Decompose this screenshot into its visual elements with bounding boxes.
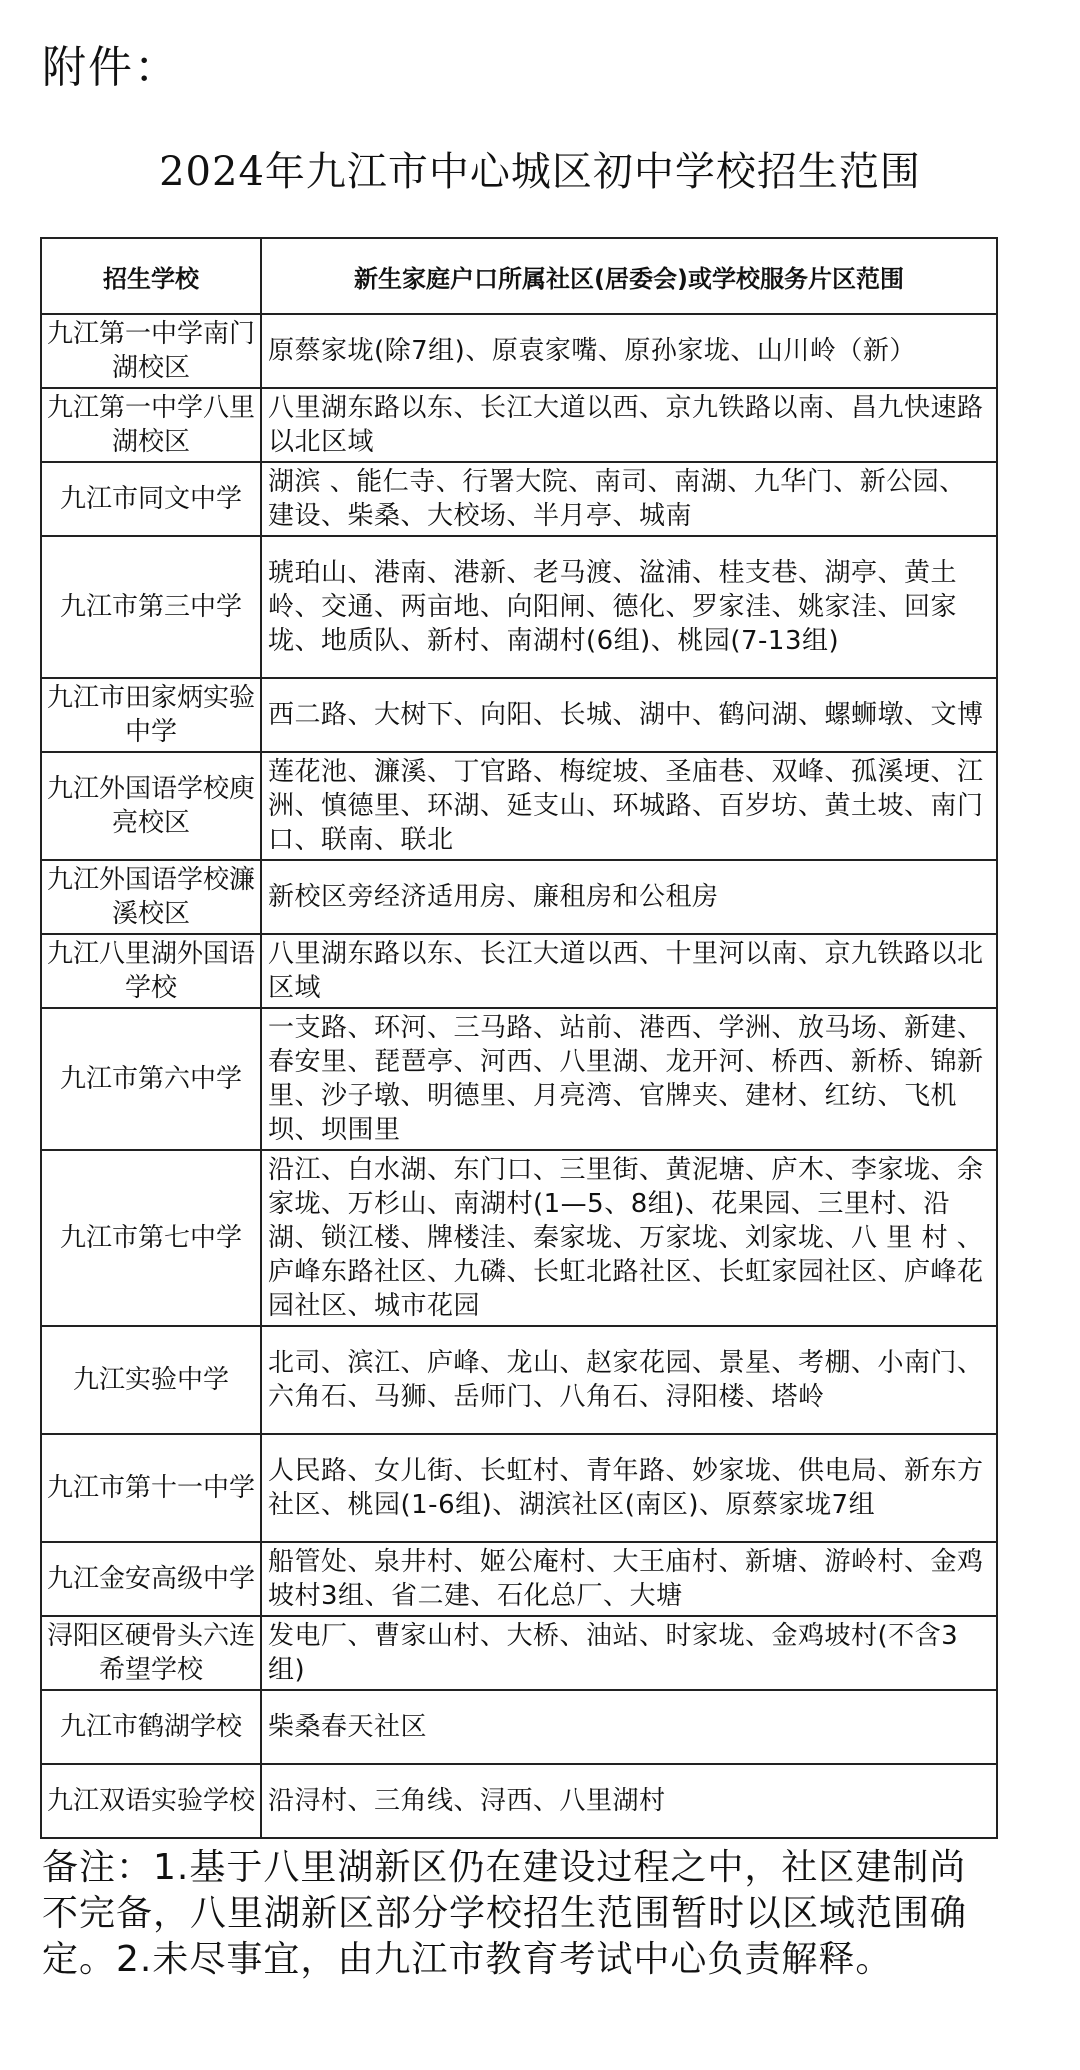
school-cell: 九江市第三中学 [41,536,261,678]
area-cell: 沿浔村、三角线、浔西、八里湖村 [261,1764,997,1838]
table-row [41,678,997,752]
area-cell: 湖滨 、能仁寺、行署大院、南司、南湖、九华门、新公园、建设、柴桑、大校场、半月亭、城南 [261,462,997,536]
school-cell: 九江金安高级中学 [41,1542,261,1616]
school-cell: 九江第一中学南门湖校区 [41,314,261,388]
table-row [41,1690,997,1764]
column-header-area: 新生家庭户口所属社区(居委会)或学校服务片区范围 [261,238,997,314]
table-row [41,1434,997,1542]
school-cell: 九江市鹤湖学校 [41,1690,261,1764]
area-cell: 八里湖东路以东、长江大道以西、十里河以南、京九铁路以北区域 [261,934,997,1008]
school-cell: 九江八里湖外国语学校 [41,934,261,1008]
table-row [41,462,997,536]
footnote: 备注：1.基于八里湖新区仍在建设过程之中，社区建制尚不完备，八里湖新区部分学校招生范围暂时以区域范围确定。2.未尽事宜，由九江市教育考试中心负责解释。 [42,1847,968,1980]
school-cell: 九江外国语学校庾亮校区 [41,752,261,860]
table-header-row [41,238,997,314]
table-row [41,1326,997,1434]
area-cell: 西二路、大树下、向阳、长城、湖中、鹤问湖、螺蛳墩、文博 [261,678,997,752]
area-cell: 琥珀山、港南、港新、老马渡、湓浦、桂支巷、湖亭、黄土岭、交通、两亩地、向阳闸、德化、罗家洼、姚家洼、回家垅、地质队、新村、南湖村(6组)、桃园(7-13组) [261,536,997,678]
column-header-school: 招生学校 [41,238,261,314]
school-cell: 九江外国语学校濂溪校区 [41,860,261,934]
table-row [41,314,997,388]
table-row [41,1764,997,1838]
table-row [41,1542,997,1616]
school-cell: 九江市同文中学 [41,462,261,536]
area-cell: 沿江、白水湖、东门口、三里街、黄泥塘、庐木、李家垅、余家垅、万杉山、南湖村(1—5、8组)、花果园、三里村、沿湖、锁江楼、牌楼洼、秦家垅、万家垅、刘家垅、八 里 村 、庐峰东路社区、九磷、长虹北路社区、长虹家园社区、庐峰花园社区、城市花园 [261,1150,997,1326]
area-cell: 莲花池、濂溪、丁官路、梅绽坡、圣庙巷、双峰、孤溪埂、江洲、慎德里、环湖、延支山、环城路、百岁坊、黄土坡、南门口、联南、联北 [261,752,997,860]
area-cell: 八里湖东路以东、长江大道以西、京九铁路以南、昌九快速路以北区域 [261,388,997,462]
school-cell: 九江第一中学八里湖校区 [41,388,261,462]
table-row [41,934,997,1008]
school-cell: 九江市田家炳实验中学 [41,678,261,752]
school-cell: 九江双语实验学校 [41,1764,261,1838]
area-cell: 柴桑春天社区 [261,1690,997,1764]
table-row [41,536,997,678]
area-cell: 北司、滨江、庐峰、龙山、赵家花园、景星、考棚、小南门、六角石、马狮、岳师门、八角石、浔阳楼、塔岭 [261,1326,997,1434]
school-cell: 浔阳区硬骨头六连希望学校 [41,1616,261,1690]
area-cell: 人民路、女儿街、长虹村、青年路、妙家垅、供电局、新东方社区、桃园(1-6组)、湖滨社区(南区)、原蔡家垅7组 [261,1434,997,1542]
school-cell: 九江市第七中学 [41,1150,261,1326]
enrollment-table [40,237,998,1839]
attachment-label: 附件： [42,42,180,93]
area-cell: 一支路、环河、三马路、站前、港西、学洲、放马场、新建、春安里、琵琶亭、河西、八里湖、龙开河、桥西、新桥、锦新里、沙子墩、明德里、月亮湾、官牌夹、建材、红纺、飞机坝、坝围里 [261,1008,997,1150]
area-cell: 原蔡家垅(除7组)、原袁家嘴、原孙家垅、山川岭（新） [261,314,997,388]
enrollment-table-container [40,237,998,1839]
area-cell: 发电厂、曹家山村、大桥、油站、时家垅、金鸡坡村(不含3组) [261,1616,997,1690]
school-cell: 九江市第十一中学 [41,1434,261,1542]
table-row [41,752,997,860]
school-cell: 九江实验中学 [41,1326,261,1434]
area-cell: 新校区旁经济适用房、廉租房和公租房 [261,860,997,934]
table-row [41,1616,997,1690]
table-row [41,388,997,462]
area-cell: 船管处、泉井村、姬公庵村、大王庙村、新塘、游岭村、金鸡坡村3组、省二建、石化总厂、大塘 [261,1542,997,1616]
table-row [41,860,997,934]
table-row [41,1008,997,1150]
document-title: 2024年九江市中心城区初中学校招生范围 [159,149,921,195]
table-row [41,1150,997,1326]
school-cell: 九江市第六中学 [41,1008,261,1150]
